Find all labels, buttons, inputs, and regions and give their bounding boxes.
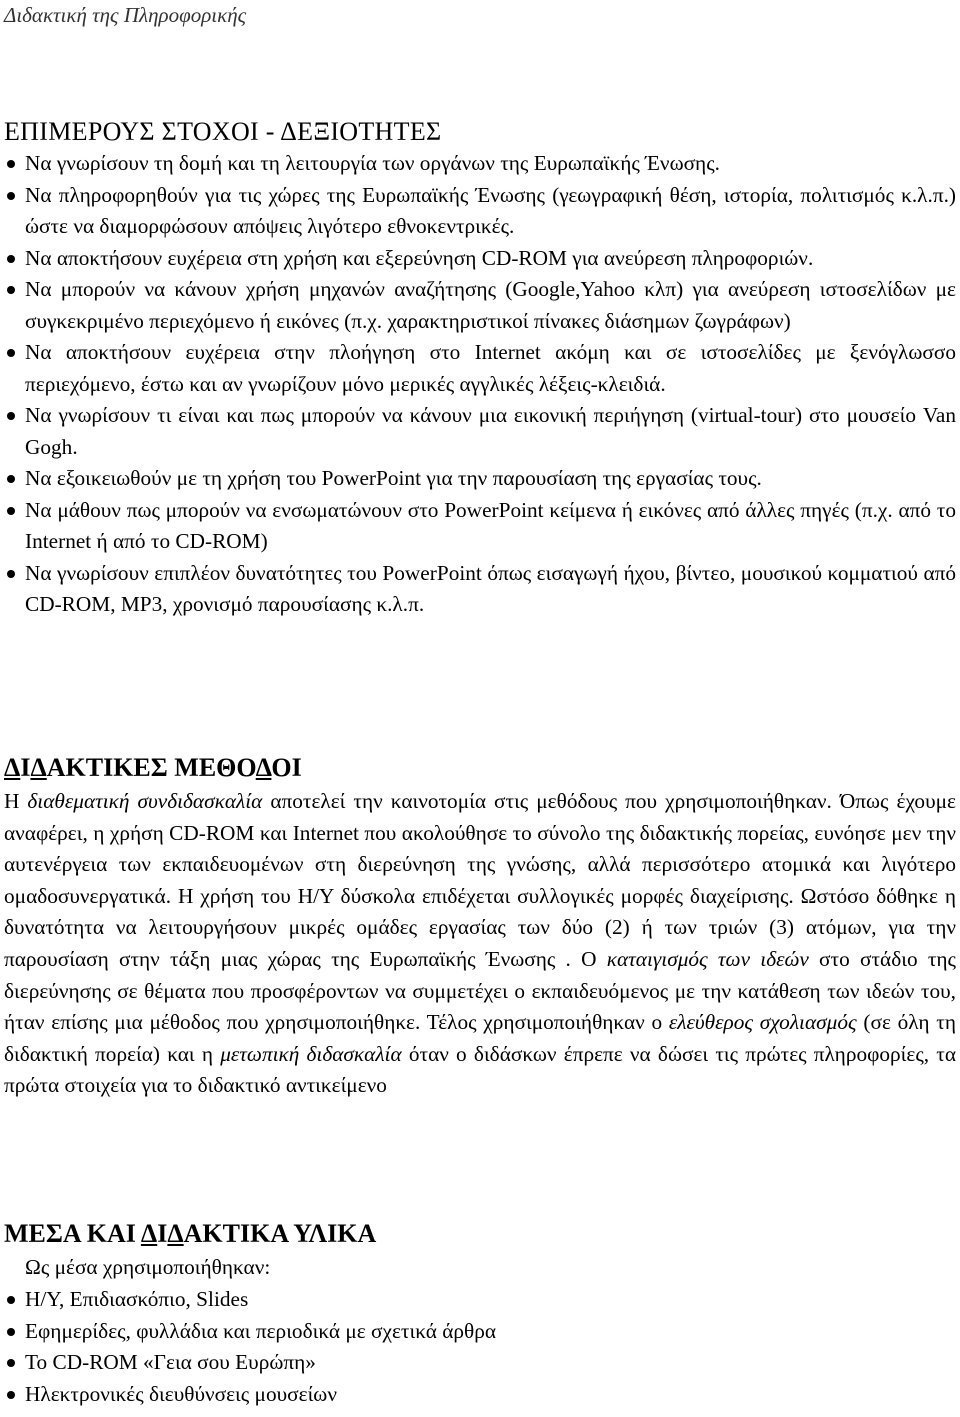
materials-intro: Ως μέσα χρησιμοποιήθηκαν:	[25, 1255, 271, 1279]
methods-heading: ΔΙΔΑΚΤΙΚΕΣ ΜΕΘΟΔΟΙ	[4, 753, 302, 782]
materials-heading: ΜΕΣΑ ΚΑΙ ΔΙΔΑΚΤΙΚΑ ΥΛΙΚΑ	[4, 1219, 377, 1248]
list-item: Να γνωρίσουν επιπλέον δυνατότητες του PowerPoint όπως εισαγωγή ήχου, βίντεο, μουσικού κομματιού από CD-ROM, MP3, χρονισμό παρουσίασης κ.λ.π.	[0, 558, 960, 621]
bullet-icon	[7, 1296, 15, 1304]
bullet-icon	[7, 286, 15, 294]
list-item: Ηλεκτρονικές διευθύνσεις μουσείων	[0, 1379, 960, 1411]
list-item: Να μάθουν πως μπορούν να ενσωματώνουν στο PowerPoint κείμενα ή εικόνες από άλλες πηγές (π.χ. από το Internet ή από το CD-ROM)	[0, 495, 960, 558]
list-item: Να αποκτήσουν ευχέρεια στη χρήση και εξερεύνηση CD-ROM για ανεύρεση πληροφοριών.	[0, 243, 960, 275]
bullet-icon	[7, 475, 15, 483]
list-item: Να μπορούν να κάνουν χρήση μηχανών αναζήτησης (Google,Yahoo κλπ) για ανεύρεση ιστοσελίδων με συγκεκριμένο περιεχόμενο ή εικόνες (π.χ. χαρακτηριστικοί πίνακες διάσημων ζωγράφων)	[0, 274, 960, 337]
bullet-icon	[7, 160, 15, 168]
bullet-icon	[7, 192, 15, 200]
list-item: Εφημερίδες, φυλλάδια και περιοδικά με σχετικά άρθρα	[0, 1316, 960, 1348]
list-item: Να αποκτήσουν ευχέρεια στην πλοήγηση στο Internet ακόμη και σε ιστοσελίδες με ξενόγλωσσο περιεχόμενο, έστω και αν γνωρίζουν μόνο μερικές αγγλικές λέξεις-κλειδιά.	[0, 337, 960, 400]
bullet-icon	[7, 1359, 15, 1367]
objectives-heading: ΕΠΙΜΕΡΟΥΣ ΣΤΟΧΟΙ - ΔΕΞΙΟΤΗΤΕΣ	[4, 117, 442, 146]
list-item: Να γνωρίσουν τι είναι και πως μπορούν να κάνουν μια εικονική περιήγηση (virtual-tour) στο μουσείο Van Gogh.	[0, 400, 960, 463]
list-item: Να γνωρίσουν τη δομή και τη λειτουργία των οργάνων της Ευρωπαϊκής Ένωσης.	[0, 148, 960, 180]
objectives-list	[0, 148, 960, 621]
bullet-icon	[7, 349, 15, 357]
bullet-icon	[7, 255, 15, 263]
methods-paragraph: Η διαθεματική συνδιδασκαλία αποτελεί την καινοτομία στις μεθόδους που χρησιμοποιήθηκαν. Όπως έχουμε αναφέρει, η χρήση CD-ROM και Internet που ακολούθησε το σύνολο της διδακτικής πορείας, ευνόησε μεν την αυτενέργεια των εκπαιδευομένων στη διερεύνηση της γνώσης, αλλά περισσότερο ατομικά και λιγότερο ομαδοσυνεργατικά. Η χρήση του Η/Υ δύσκολα επιδέχεται συλλογικές μορφές διαχείρισης. Ωστόσο δόθηκε η δυνατότητα να λειτουργήσουν μικρές ομάδες εργασίας των δύο (2) ή των τριών (3) ατόμων, για την παρουσίαση στην τάξη μιας χώρας της Ευρωπαϊκής Ένωσης . Ο καταιγισμός των ιδεών στο στάδιο της διερεύνησης σε θέματα που προσφέροντων να συμμετέχει ο εκπαιδευόμενος με την κατάθεση των ιδεών του, ήταν επίσης μια μέθοδος που χρησιμοποιήθηκε. Τέλος χρησιμοποιήθηκαν ο ελεύθερος σχολιασμός (σε όλη τη διδακτική πορεία) και η μετωπική διδασκαλία όταν ο διδάσκων έπρεπε να δώσει τις πρώτες πληροφορίες, τα πρώτα στοιχεία για το διδακτικό αντικείμενο	[4, 789, 957, 1098]
list-item: Να πληροφορηθούν για τις χώρες της Ευρωπαϊκής Ένωσης (γεωγραφική θέση, ιστορία, πολιτισμός κ.λ.π.) ώστε να διαμορφώσουν απόψεις λιγότερο εθνοκεντρικές.	[0, 180, 960, 243]
materials-list	[0, 1284, 960, 1410]
running-header: Διδακτική της Πληροφορικής	[4, 3, 247, 27]
list-item: Η/Υ, Επιδιασκόπιο, Slides	[0, 1284, 960, 1316]
bullet-icon	[7, 412, 15, 420]
list-item: Το CD-ROM «Γεια σου Ευρώπη»	[0, 1347, 960, 1379]
bullet-icon	[7, 570, 15, 578]
bullet-icon	[7, 1391, 15, 1399]
bullet-icon	[7, 507, 15, 515]
bullet-icon	[7, 1328, 15, 1336]
list-item: Να εξοικειωθούν με τη χρήση του PowerPoint για την παρουσίαση της εργασίας τους.	[0, 463, 960, 495]
